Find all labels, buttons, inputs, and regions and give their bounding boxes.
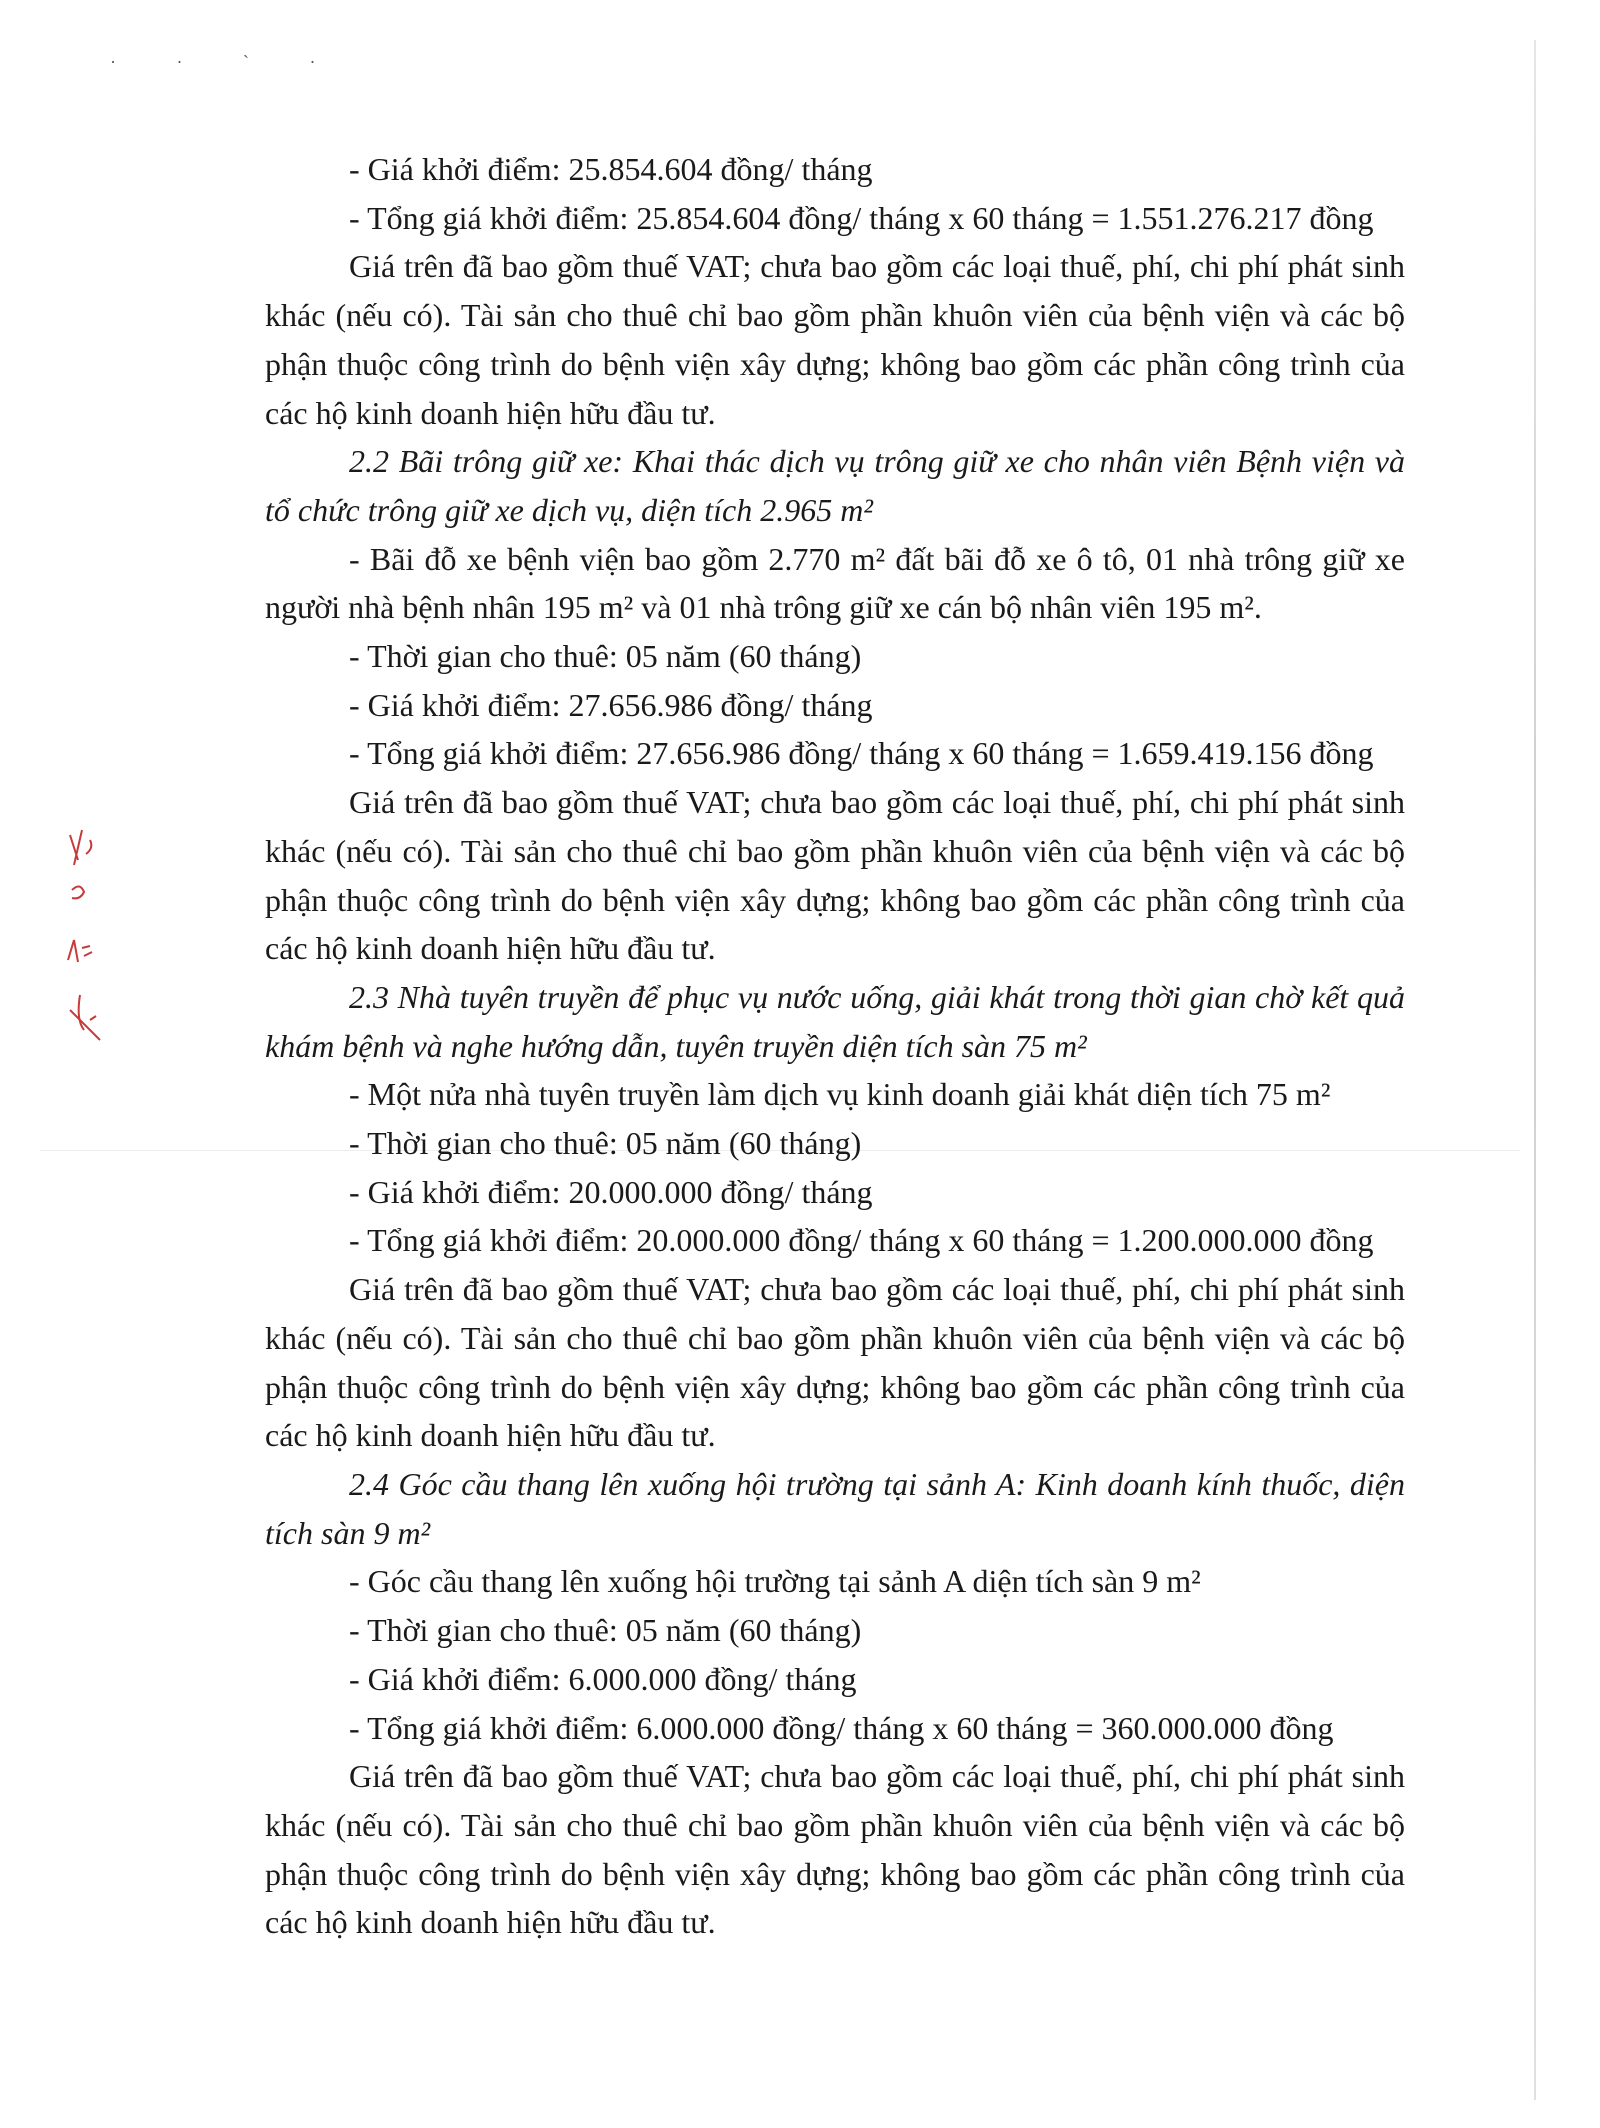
- lease-term-line: - Thời gian cho thuê: 05 năm (60 tháng): [349, 1612, 862, 1649]
- area-description-line: - Góc cầu thang lên xuống hội trường tại sảnh A diện tích sàn 9 m²: [349, 1563, 1201, 1600]
- total-starting-price-line: - Tổng giá khởi điểm: 6.000.000 đồng/ tháng x 60 tháng = 360.000.000 đồng: [349, 1709, 1334, 1746]
- starting-price-line: - Giá khởi điểm: 20.000.000 đồng/ tháng: [349, 1173, 873, 1210]
- section-heading-2-2: 2.2 Bãi trông giữ xe: Khai thác dịch vụ trông giữ xe cho nhân viên Bệnh viện và tổ chức trông giữ xe dịch vụ, diện tích 2.965 m²: [265, 443, 1405, 528]
- parking-description-line: - Bãi đỗ xe bệnh viện bao gồm 2.770 m² đất bãi đỗ xe ô tô, 01 nhà trông giữ xe người nhà bệnh nhân 195 m² và 01 nhà trông giữ xe cán bộ nhân viên 195 m².: [265, 540, 1405, 626]
- starting-price-line: - Giá khởi điểm: 25.854.604 đồng/ tháng: [349, 151, 873, 187]
- price-note-paragraph: Giá trên đã bao gồm thuế VAT; chưa bao gồm các loại thuế, phí, chi phí phát sinh khác (nếu có). Tài sản cho thuê chỉ bao gồm phần khuôn viên của bệnh viện và các bộ phận thuộc công trình do bệnh viện xây dựng; không bao gồm các phần công trình của các hộ kinh doanh hiện hữu đầu tư.: [265, 248, 1405, 431]
- page-edge-line: [1534, 40, 1536, 2100]
- price-note-paragraph: Giá trên đã bao gồm thuế VAT; chưa bao gồm các loại thuế, phí, chi phí phát sinh khác (nếu có). Tài sản cho thuê chỉ bao gồm phần khuôn viên của bệnh viện và các bộ phận thuộc công trình do bệnh viện xây dựng; không bao gồm các phần công trình của các hộ kinh doanh hiện hữu đầu tư.: [265, 784, 1405, 967]
- total-starting-price-line: - Tổng giá khởi điểm: 27.656.986 đồng/ tháng x 60 tháng = 1.659.419.156 đồng: [349, 735, 1374, 772]
- price-note-paragraph: Giá trên đã bao gồm thuế VAT; chưa bao gồm các loại thuế, phí, chi phí phát sinh khác (nếu có). Tài sản cho thuê chỉ bao gồm phần khuôn viên của bệnh viện và các bộ phận thuộc công trình do bệnh viện xây dựng; không bao gồm các phần công trình của các hộ kinh doanh hiện hữu đầu tư.: [265, 1758, 1405, 1941]
- starting-price-line: - Giá khởi điểm: 27.656.986 đồng/ tháng: [349, 686, 873, 723]
- starting-price-line: - Giá khởi điểm: 6.000.000 đồng/ tháng: [349, 1660, 857, 1697]
- price-note-paragraph: Giá trên đã bao gồm thuế VAT; chưa bao gồm các loại thuế, phí, chi phí phát sinh khác (nếu có). Tài sản cho thuê chỉ bao gồm phần khuôn viên của bệnh viện và các bộ phận thuộc công trình do bệnh viện xây dựng; không bao gồm các phần công trình của các hộ kinh doanh hiện hữu đầu tư.: [265, 1271, 1405, 1454]
- total-starting-price-line: - Tổng giá khởi điểm: 20.000.000 đồng/ tháng x 60 tháng = 1.200.000.000 đồng: [349, 1222, 1374, 1259]
- total-starting-price-line: - Tổng giá khởi điểm: 25.854.604 đồng/ tháng x 60 tháng = 1.551.276.217 đồng: [349, 199, 1374, 236]
- lease-term-line: - Thời gian cho thuê: 05 năm (60 tháng): [349, 1125, 862, 1162]
- section-heading-2-4: 2.4 Góc cầu thang lên xuống hội trường tại sảnh A: Kinh doanh kính thuốc, diện tích sàn 9 m²: [265, 1465, 1405, 1551]
- handwritten-margin-mark: [60, 820, 120, 1050]
- scan-artifact-dots: · · ˋ ·: [110, 52, 344, 72]
- lease-term-line: - Thời gian cho thuê: 05 năm (60 tháng): [349, 638, 862, 675]
- area-description-line: - Một nửa nhà tuyên truyền làm dịch vụ kinh doanh giải khát diện tích 75 m²: [349, 1076, 1331, 1113]
- document-body: [265, 145, 1405, 1947]
- section-heading-2-3: 2.3 Nhà tuyên truyền để phục vụ nước uống, giải khát trong thời gian chờ kết quả khám bệnh và nghe hướng dẫn, tuyên truyền diện tích sàn 75 m²: [265, 978, 1405, 1064]
